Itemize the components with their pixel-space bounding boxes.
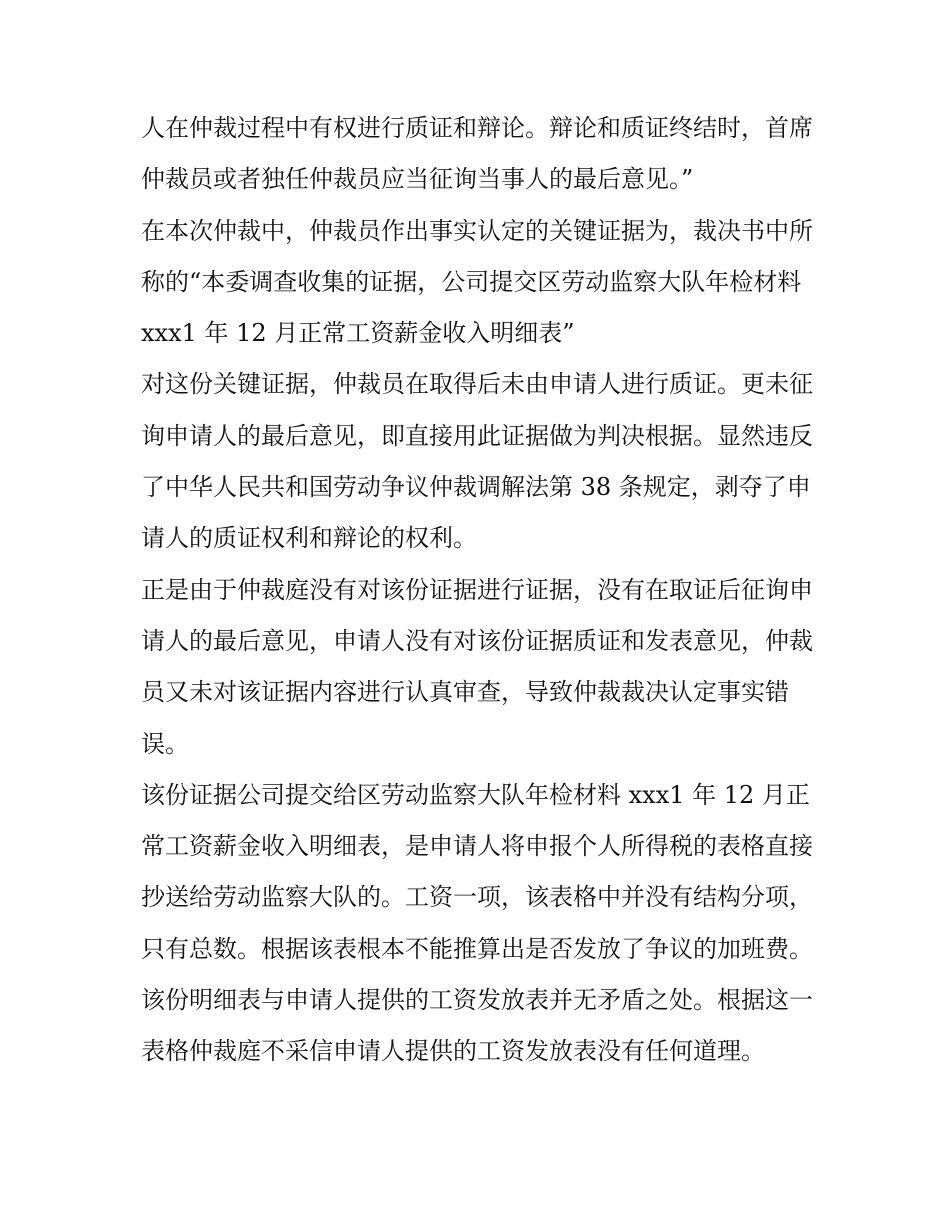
paragraph-5: 该份证据公司提交给区劳动监察大队年检材料 xxx1 年 12 月正常工资薪金收入明细表，是申请人将申报个人所得税的表格直接抄送给劳动监察大队的。工资一项，该表格中并没有结构分项，只有总数。根据该表根本不能推算出是否发放了争议的加班费。该份明细表与申请人提供的工资发放表并无矛盾之处。根据这一表格仲裁庭不采信申请人提供的工资发放表没有任何道理。 <box>141 780 813 1066</box>
paragraph-2: 在本次仲裁中，仲裁员作出事实认定的关键证据为，裁决书中所称的“本委调查收集的证据，公司提交区劳动监察大队年检材料 xxx1 年 12 月正常工资薪金收入明细表” <box>141 216 813 348</box>
document-body <box>141 103 816 1078</box>
paragraph-1: 人在仲裁过程中有权进行质证和辩论。辩论和质证终结时，首席仲裁员或者独任仲裁员应当征询当事人的最后意见。” <box>141 114 813 194</box>
paragraph-4: 正是由于仲裁庭没有对该份证据进行证据，没有在取证后征询申请人的最后意见，申请人没有对该份证据质证和发表意见，仲裁员又未对该证据内容进行认真审查，导致仲裁裁决认定事实错误。 <box>141 575 813 758</box>
paragraph-3: 对这份关键证据，仲裁员在取得后未由申请人进行质证。更未征询申请人的最后意见，即直接用此证据做为判决根据。显然违反了中华人民共和国劳动争议仲裁调解法第 38 条规定，剥夺了申请人的质证权利和辩论的权利。 <box>141 370 813 553</box>
